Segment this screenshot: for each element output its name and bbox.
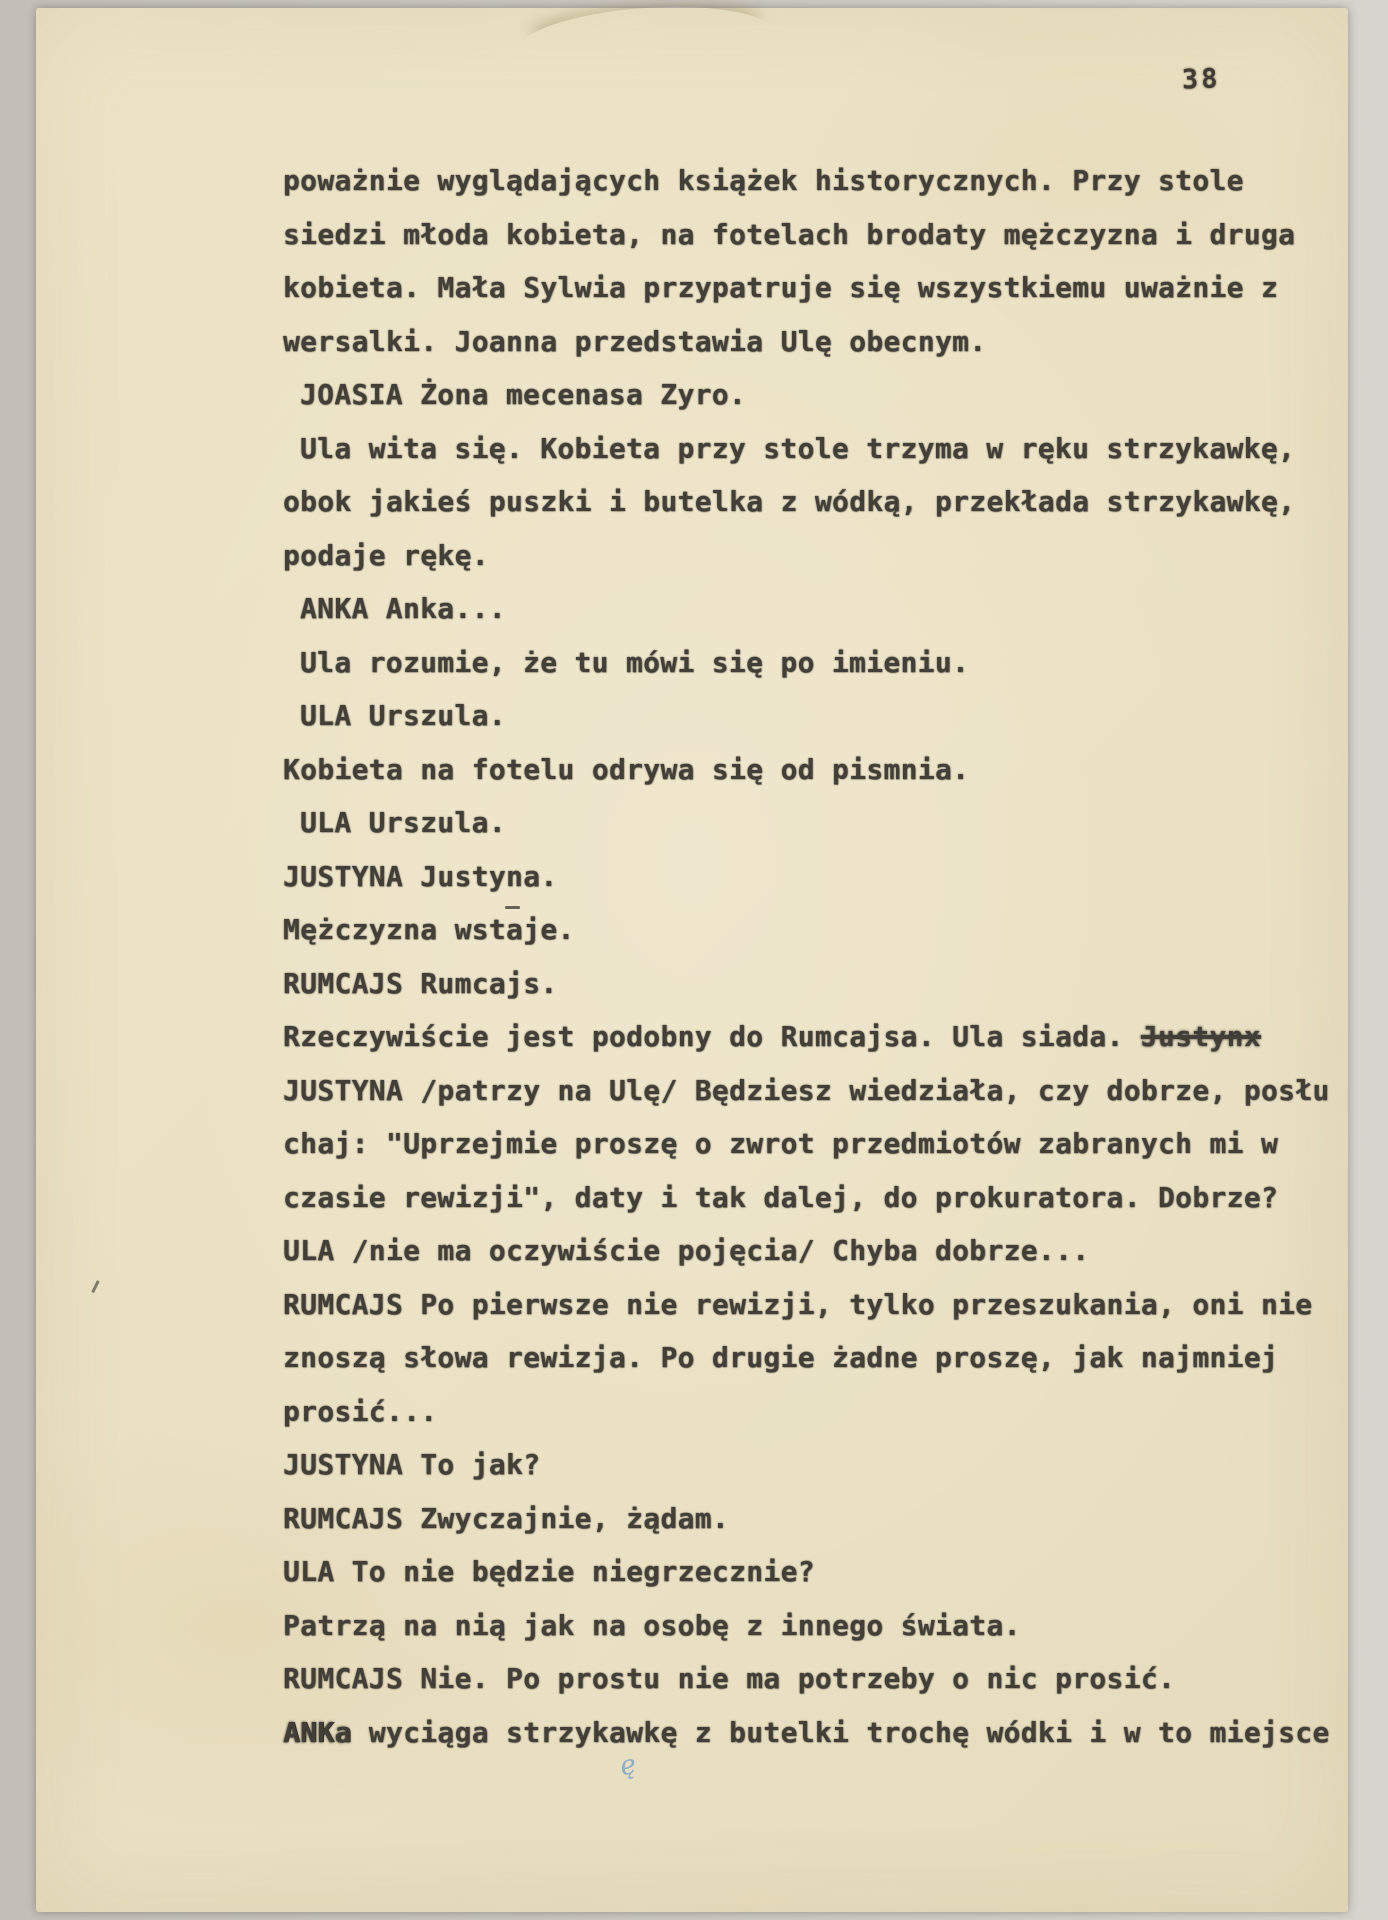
script-line-text: chaj: "Uprzejmie proszę o zwrot przedmiotów zabranych mi w [283, 1127, 1279, 1160]
script-line-text: ANKA Anka... [300, 592, 506, 625]
script-line-text: podaje rękę. [283, 538, 489, 572]
overstruck-word: ANKa [283, 1715, 352, 1749]
script-line [283, 743, 1363, 797]
script-line [283, 422, 1363, 476]
script-line-text: poważnie wyglądających książek historycznych. Przy stole [283, 164, 1244, 197]
script-line-text: Mężczyzna wstaje. [283, 913, 575, 946]
script-line [283, 1224, 1363, 1278]
script-line [283, 689, 1363, 743]
script-line-text: JUSTYNA Justyna. [283, 859, 558, 893]
script-line [283, 1117, 1363, 1171]
stray-ink-dash [505, 906, 520, 909]
script-line [283, 796, 1363, 850]
script-line [283, 1278, 1363, 1332]
script-line [283, 636, 1363, 690]
script-line [283, 529, 1363, 583]
paper-crease [514, 0, 778, 87]
script-line-text: RUMCAJS Po pierwsze nie rewizji, tylko przeszukania, oni nie [283, 1287, 1313, 1321]
script-line-text: Patrzą na nią jak na osobę z innego świata. [283, 1608, 1021, 1642]
script-line-text: ULA Urszula. [300, 806, 506, 839]
script-line [283, 1599, 1363, 1653]
script-line [283, 582, 1363, 636]
script-line-text: wersalki. Joanna przedstawia Ulę obecnym. [283, 324, 987, 358]
script-line-text: prosić... [283, 1394, 438, 1428]
crossed-out-word: Justynx [1140, 1020, 1261, 1053]
paper-sheet [36, 8, 1348, 1912]
script-line [283, 957, 1363, 1011]
script-line-text: Ula rozumie, że tu mówi się po imieniu. [300, 645, 970, 679]
script-line [283, 475, 1363, 529]
margin-tick-mark [91, 1280, 99, 1293]
script-line-text: wyciąga strzykawkę z butelki trochę wódki i w to miejsce [351, 1715, 1330, 1749]
script-line [283, 154, 1363, 208]
script-line [283, 1331, 1363, 1385]
script-line-text: obok jakieś puszki i butelka z wódką, przekłada strzykawkę, [283, 485, 1296, 518]
script-line-text: JUSTYNA /patrzy na Ulę/ Będziesz wiedziała, czy dobrze, posłu [283, 1073, 1330, 1107]
script-line [283, 1492, 1363, 1546]
handwritten-blue-correction: ę [616, 1748, 640, 1783]
script-line-text: Kobieta na fotelu odrywa się od pismnia. [283, 752, 970, 786]
script-line-text: JOASIA Żona mecenasa Zyro. [300, 378, 747, 411]
script-line-text: siedzi młoda kobieta, na fotelach brodaty mężczyzna i druga [283, 217, 1296, 251]
script-line-text: RUMCAJS Zwyczajnie, żądam. [283, 1501, 730, 1535]
script-line [283, 1545, 1363, 1599]
script-line-text: Rzeczywiście jest podobny do Rumcajsa. Ula siada. [283, 1020, 1141, 1053]
typewritten-script-text [283, 154, 1363, 1759]
script-line-text: ULA To nie będzie niegrzecznie? [283, 1555, 815, 1588]
script-line-text: RUMCAJS Rumcajs. [283, 966, 558, 1000]
script-line-text: kobieta. Mała Sylwia przypatruje się wszystkiemu uważnie z [283, 271, 1279, 304]
script-line [283, 1438, 1363, 1492]
script-line-text: JUSTYNA To jak? [283, 1448, 541, 1481]
script-line [283, 208, 1363, 262]
script-line [283, 368, 1363, 422]
script-line [283, 1010, 1363, 1064]
script-line-text: RUMCAJS Nie. Po prostu nie ma potrzeby o nic prosić. [283, 1662, 1176, 1695]
script-line [283, 1385, 1363, 1439]
page-number: 38 [1181, 63, 1222, 96]
script-line [283, 261, 1363, 315]
script-line [283, 850, 1363, 904]
script-line-text: Ula wita się. Kobieta przy stole trzyma w ręku strzykawkę, [300, 431, 1296, 465]
script-line [283, 315, 1363, 369]
script-line-text: czasie rewizji", daty i tak dalej, do prokuratora. Dobrze? [283, 1180, 1279, 1214]
script-line-text: ULA /nie ma oczywiście pojęcia/ Chyba dobrze... [283, 1234, 1090, 1267]
script-line [283, 1652, 1363, 1706]
script-line [283, 903, 1363, 957]
script-line [283, 1171, 1363, 1225]
script-line-text: ULA Urszula. [300, 699, 506, 732]
script-line [283, 1064, 1363, 1118]
script-line-text: znoszą słowa rewizja. Po drugie żadne proszę, jak najmniej [283, 1341, 1279, 1374]
script-line [283, 1706, 1363, 1760]
